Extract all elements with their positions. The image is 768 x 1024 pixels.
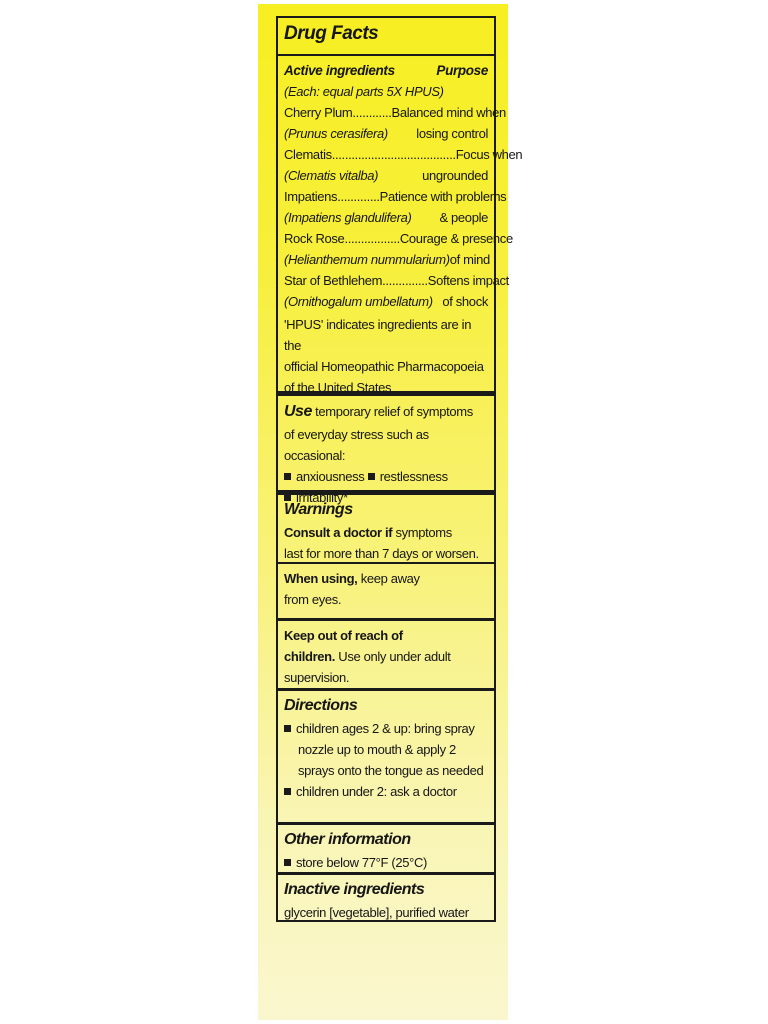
ingredient-row: Rock Rose................. Courage & presence [284, 231, 513, 246]
warnings-section [278, 490, 494, 567]
bullet-square-icon [284, 725, 291, 732]
ingredient-row-latin: (Clematis vitalba) ungrounded [284, 168, 488, 183]
other-information-section [278, 822, 494, 875]
ingredient-row-latin: (Impatiens glandulifera) & people [284, 210, 488, 225]
keep-out-section [278, 618, 494, 691]
use-text: temporary relief of symptoms [315, 404, 473, 419]
directions-item: children ages 2 & up: bring spray nozzle up to mouth & apply 2 sprays onto the tongue as needed [284, 718, 488, 781]
purpose-heading: Purpose [436, 63, 488, 78]
children-bold: children. [284, 649, 336, 664]
consult-text: symptoms [395, 525, 452, 540]
use-section [278, 391, 494, 505]
keep-out-text: Use only under adult [338, 649, 451, 664]
hpus-explanation: 'HPUS' indicates ingredients are in the official Homeopathic Pharmacopoeia of the United States [284, 317, 484, 395]
use-heading: Use [284, 403, 312, 420]
inactive-ingredients-text: glycerin [vegetable], purified water [284, 905, 469, 920]
use-text-line2: of everyday stress such as occasional: [284, 427, 429, 463]
use-item: irritability* [296, 490, 348, 505]
keep-out-line3: supervision. [284, 670, 350, 685]
directions-heading: Directions [284, 697, 358, 714]
ingredient-row-latin: (Prunus cerasifera) losing control [284, 126, 488, 141]
drug-facts-panel [276, 16, 523, 922]
warnings-heading: Warnings [284, 501, 353, 518]
other-item: store below 77°F (25°C) [284, 852, 488, 873]
when-using-section [278, 562, 494, 620]
hpus-note: (Each: equal parts 5X HPUS) [284, 84, 444, 99]
bullet-square-icon [368, 473, 375, 480]
ingredient-row: Star of Bethlehem.............. Softens impact [284, 273, 509, 288]
bullet-square-icon [284, 788, 291, 795]
ingredient-row: Clematis...................................... Focus when [284, 147, 523, 162]
bullet-square-icon [284, 473, 291, 480]
ingredient-row: Cherry Plum............ Balanced mind when [284, 105, 506, 120]
consult-doctor-bold: Consult a doctor if [284, 525, 393, 540]
drug-facts-title: Drug Facts [284, 23, 379, 44]
use-item: anxiousness [296, 469, 365, 484]
when-using-text: keep away [360, 571, 420, 586]
active-ingredients-section [278, 54, 523, 395]
inactive-ingredients-heading: Inactive ingredients [284, 881, 425, 898]
active-ingredients-heading: Active ingredients [284, 63, 395, 78]
directions-item: children under 2: ask a doctor [284, 781, 488, 802]
other-information-heading: Other information [284, 831, 411, 848]
consult-line2: last for more than 7 days or worsen. [284, 546, 479, 561]
when-using-bold: When using, [284, 571, 358, 586]
ingredient-row-latin: (Ornithogalum umbellatum) of shock [284, 294, 488, 309]
keep-out-bold: Keep out of reach of [284, 628, 403, 643]
inactive-ingredients-section [278, 872, 494, 923]
use-items [284, 466, 488, 487]
directions-section [278, 688, 494, 825]
active-header [284, 60, 488, 81]
ingredient-row: Impatiens............. Patience with problems [284, 189, 507, 204]
use-item: restlessness [379, 469, 448, 484]
when-using-line2: from eyes. [284, 592, 342, 607]
ingredient-row-latin: (Helianthemum nummularium) of mind [284, 252, 490, 267]
bullet-square-icon [284, 859, 291, 866]
